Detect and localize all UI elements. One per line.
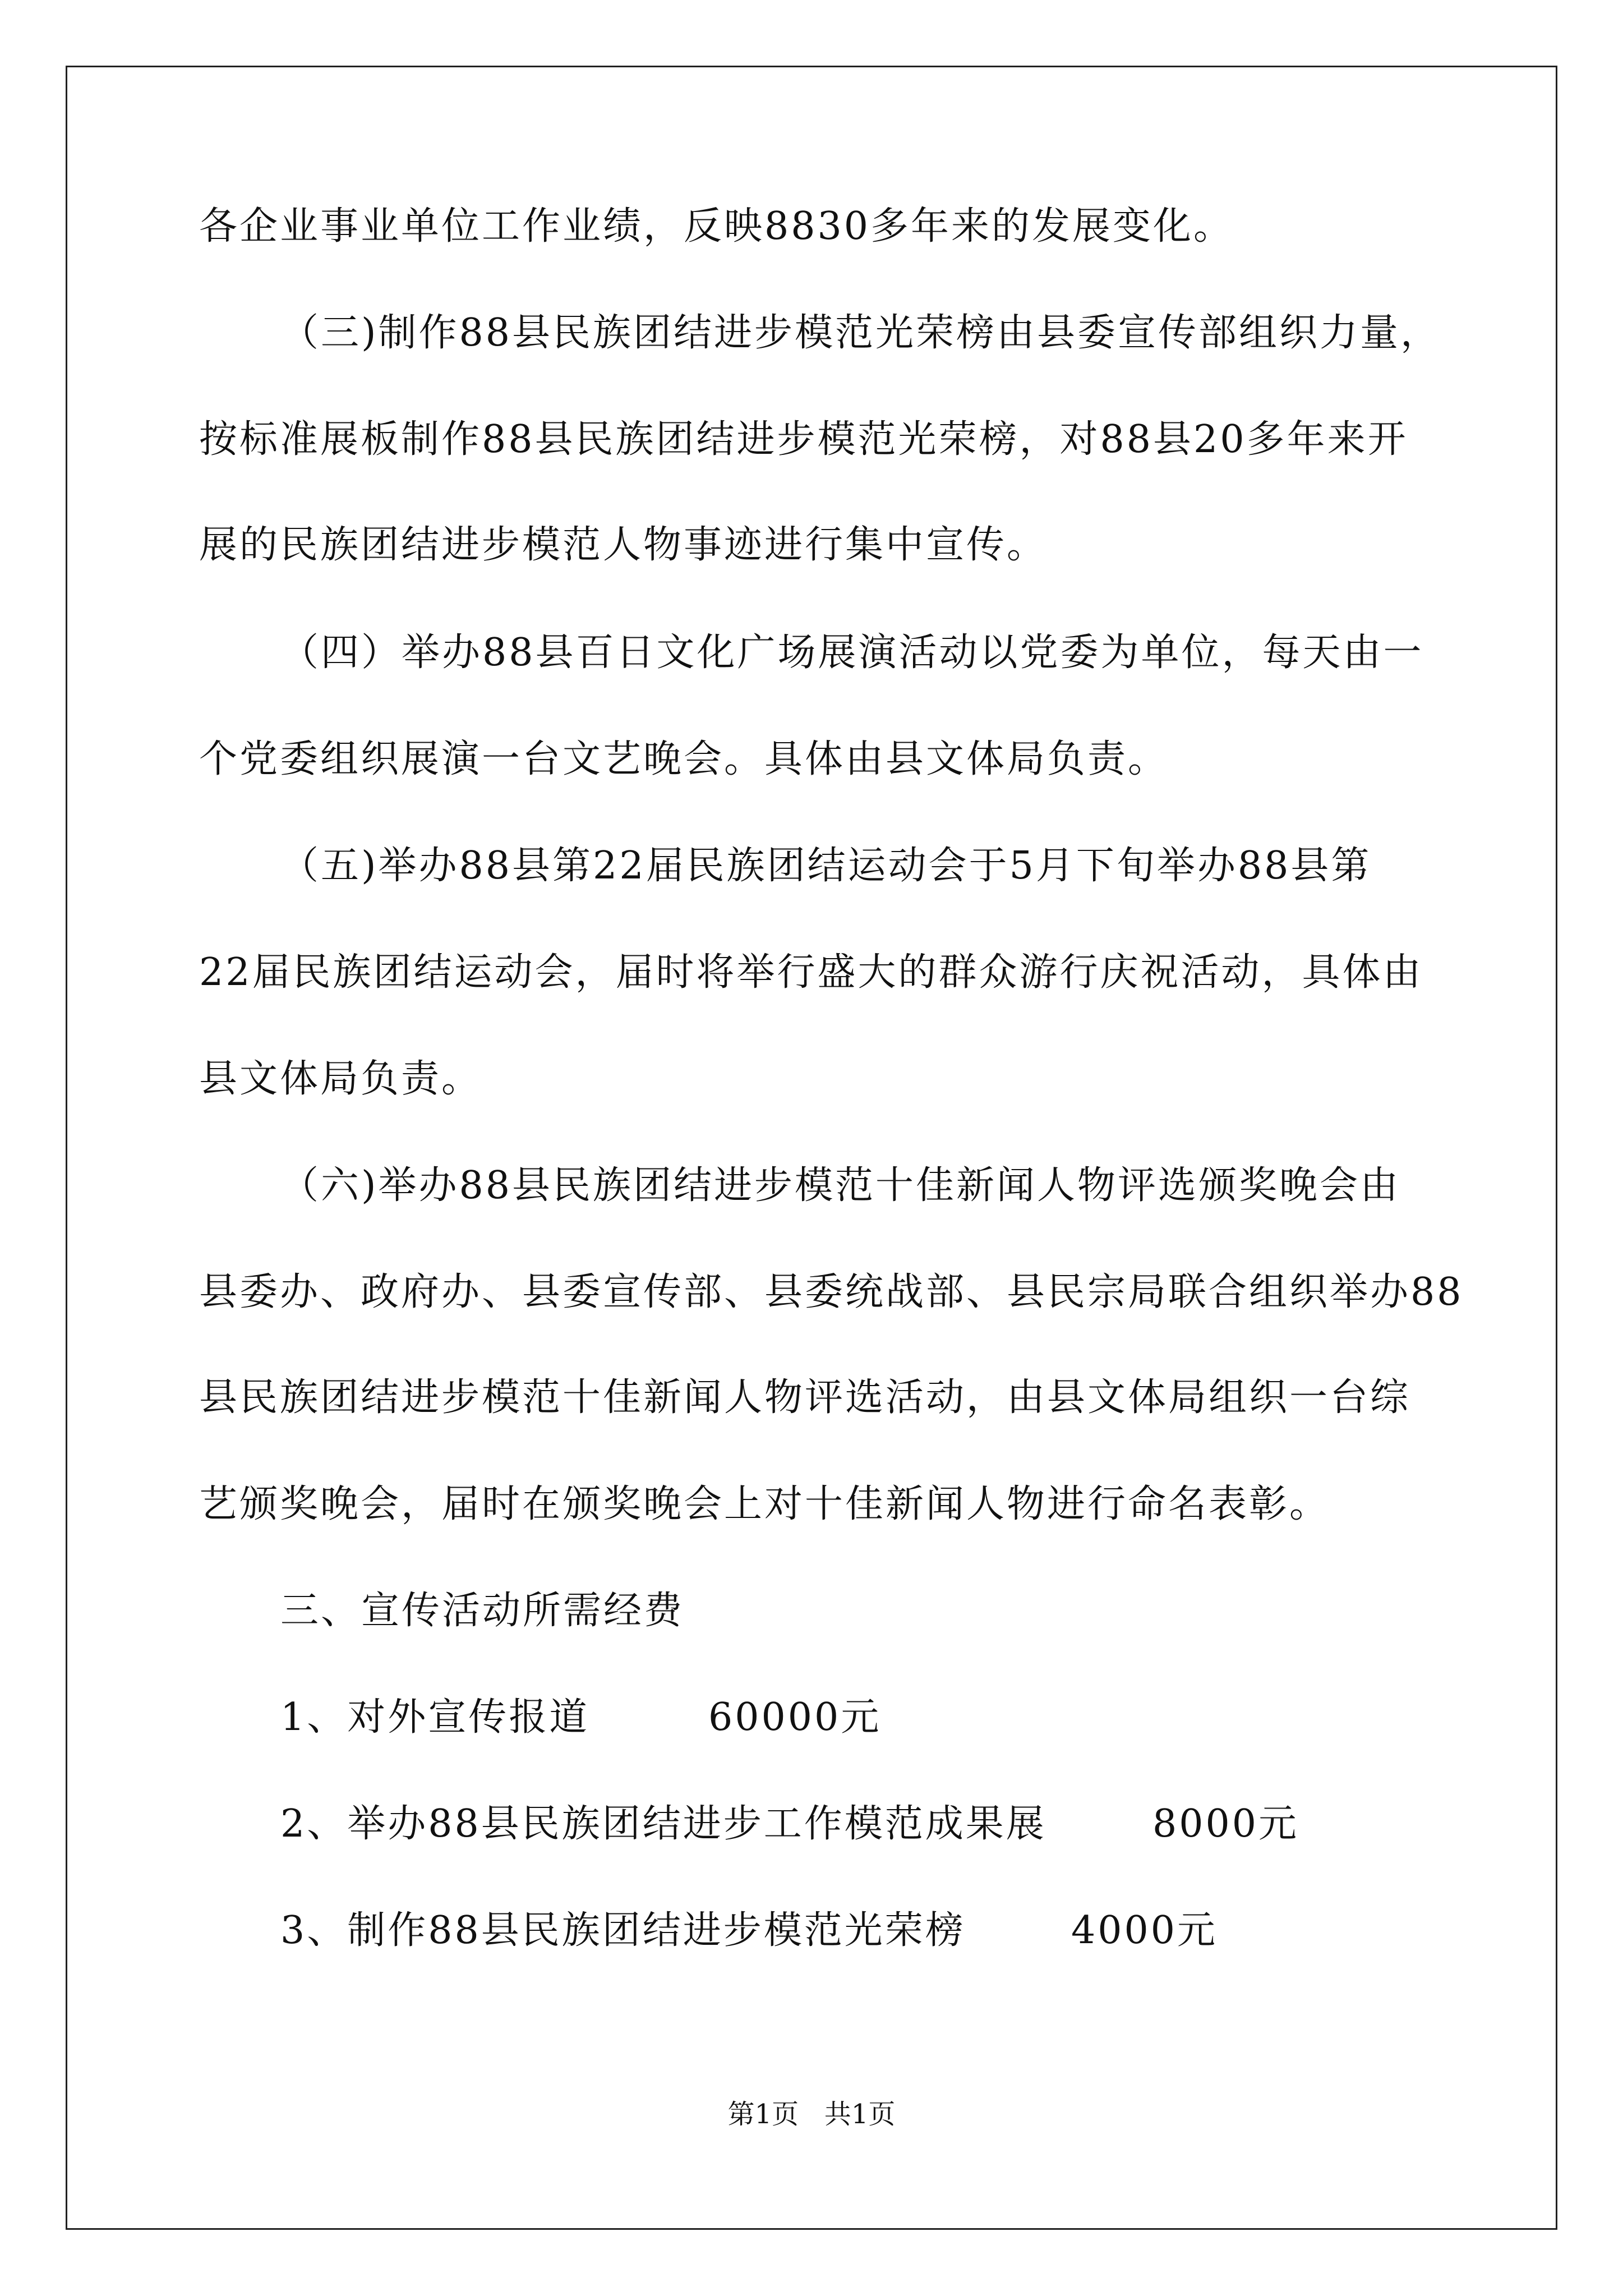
paragraph-line: （六)举办88县民族团结进步模范十佳新闻人物评选颁奖晚会由 xyxy=(280,1163,1401,1208)
paragraph-line: （四）举办88县百日文化广场展演活动以党委为单位，每天由一 xyxy=(280,631,1424,675)
paragraph-line: 按标准展板制作88县民族团结进步模范光荣榜，对88县20多年来开 xyxy=(199,417,1408,462)
paragraph-line: 22届民族团结运动会，届时将举行盛大的群众游行庆祝活动，具体由 xyxy=(199,950,1423,995)
page-number-footer: 第1页 共1页 xyxy=(727,2099,896,2130)
expense-item-label: 2、举办88县民族团结进步工作模范成果展 xyxy=(280,1802,1046,1846)
paragraph-line: 县委办、政府办、县委宣传部、县委统战部、县民宗局联合组织举办88 xyxy=(199,1270,1464,1314)
paragraph-line: 县文体局负责。 xyxy=(199,1057,482,1101)
section-heading: 三、宣传活动所需经费 xyxy=(280,1589,685,1633)
paragraph-line: 县民族团结进步模范十佳新闻人物评选活动，由县文体局组织一台综 xyxy=(199,1375,1411,1420)
paragraph-line: 个党委组织展演一台文艺晚会。具体由县文体局负责。 xyxy=(199,737,1169,781)
paragraph-line: 各企业事业单位工作业绩，反映8830多年来的发展变化。 xyxy=(199,204,1234,249)
expense-item-label: 3、制作88县民族团结进步模范光荣榜 xyxy=(280,1908,966,1953)
page-border xyxy=(66,66,1557,2230)
paragraph-line: （五)举办88县第22届民族团结运动会于5月下旬举办88县第 xyxy=(280,844,1372,888)
expense-item-label: 1、对外宣传报道 xyxy=(280,1695,590,1740)
expense-item-amount: 8000元 xyxy=(1152,1802,1299,1846)
expense-item-amount: 60000元 xyxy=(708,1695,882,1740)
paragraph-line: 展的民族团结进步模范人物事迹进行集中宣传。 xyxy=(199,523,1048,567)
paragraph-line: （三)制作88县民族团结进步模范光荣榜由县委宣传部组织力量， xyxy=(280,311,1441,355)
paragraph-line: 艺颁奖晚会，届时在颁奖晚会上对十佳新闻人物进行命名表彰。 xyxy=(199,1482,1330,1526)
expense-item-amount: 4000元 xyxy=(1071,1908,1218,1953)
